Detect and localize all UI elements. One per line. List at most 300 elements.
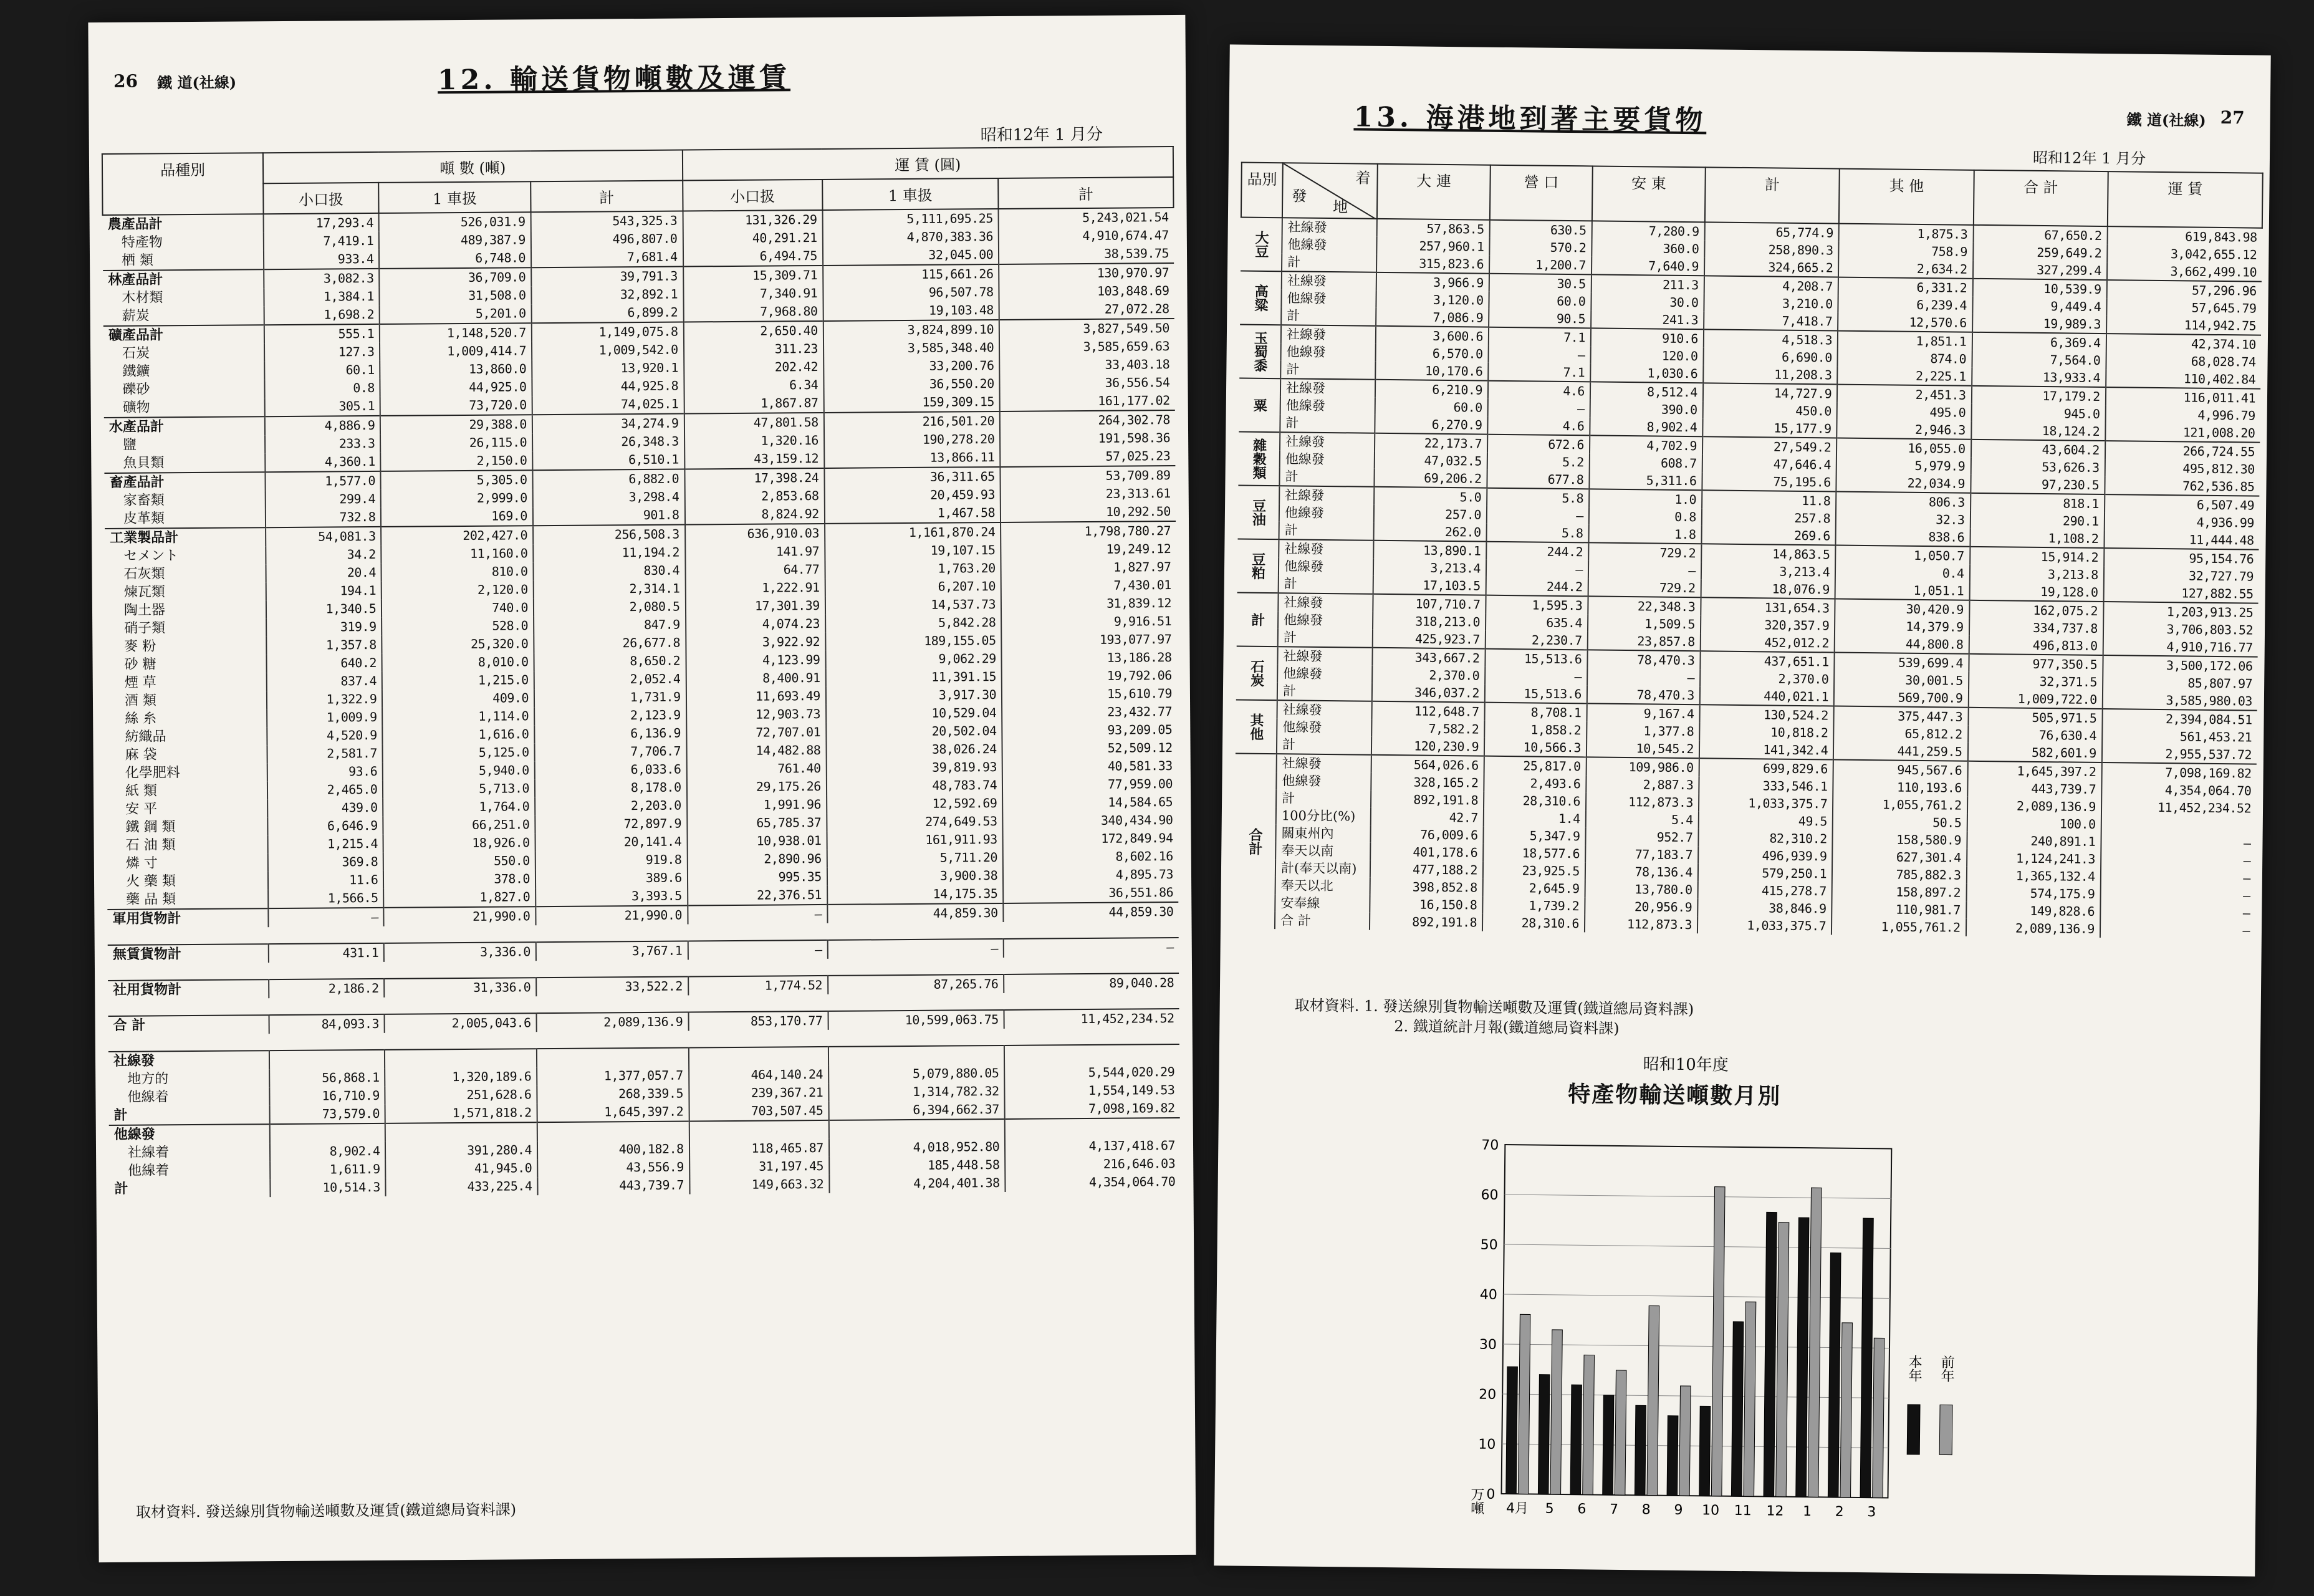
table-cell: — xyxy=(2101,868,2255,887)
row-label: 化學肥料 xyxy=(125,765,180,781)
table-cell: 1,009,542.0 xyxy=(532,341,684,360)
table-cell: 3,213.4 xyxy=(1373,559,1486,577)
table-cell: 29,175.26 xyxy=(686,777,826,797)
table-cell: — xyxy=(1004,938,1179,958)
table-cell: 6,510.1 xyxy=(532,451,684,471)
table-cell: 1.4 xyxy=(1484,809,1586,828)
table-cell: 1,384.1 xyxy=(264,287,380,306)
table-cell: 443,739.7 xyxy=(537,1176,689,1195)
table-cell: 806.3 xyxy=(1836,492,1971,511)
row-label: 魚貝類 xyxy=(123,455,165,471)
table-cell: 528.0 xyxy=(382,617,534,636)
table-cell: 630.5 xyxy=(1490,220,1592,239)
table-cell: 161,911.93 xyxy=(827,830,1003,850)
table-cell: 149,663.32 xyxy=(689,1175,829,1195)
table-cell: 47,801.58 xyxy=(684,413,823,433)
table-cell: 1,554,149.53 xyxy=(1005,1081,1180,1100)
table-cell: 36,311.65 xyxy=(824,467,1001,487)
table-cell: 127.3 xyxy=(264,343,380,362)
row-label: 計 xyxy=(114,1180,128,1197)
row-label: 社線發 xyxy=(1279,486,1374,505)
row-label: 他線發 xyxy=(1287,291,1327,306)
table-cell: 90.5 xyxy=(1489,309,1591,329)
bar-last-year xyxy=(1679,1386,1691,1496)
table-cell: 10,539.9 xyxy=(1972,279,2107,298)
row-label: 他線着 xyxy=(127,1089,169,1105)
table-cell: 26,677.8 xyxy=(534,634,686,653)
row-label: 薪炭 xyxy=(122,308,150,324)
table-cell: 110,193.6 xyxy=(1833,778,1967,797)
table-cell: — xyxy=(828,939,1004,959)
item-header: 品種別 xyxy=(102,153,264,215)
table-12 xyxy=(102,146,1181,1198)
table-cell: 10,529.04 xyxy=(826,704,1002,723)
table-cell: — xyxy=(2101,833,2255,852)
table-cell: 121,008.20 xyxy=(2105,423,2260,443)
table-cell: 830.4 xyxy=(533,562,685,581)
fare-group-header: 運 賃 (圓) xyxy=(682,147,1173,180)
y-axis-label: 万噸 xyxy=(1468,1487,1485,1515)
table-cell: 495,812.30 xyxy=(2105,459,2259,478)
table-cell: 112,873.3 xyxy=(1585,915,1697,933)
row-label: 社用貨物計 xyxy=(113,981,182,998)
table-cell: — xyxy=(1588,560,1701,579)
table-cell: 311.23 xyxy=(684,340,823,359)
row-label: 紙 類 xyxy=(125,783,158,799)
table-cell: 3,042,655.12 xyxy=(2107,244,2262,264)
table-cell: 1,203,913.25 xyxy=(2103,602,2258,622)
col-header: 合 計 xyxy=(1973,170,2108,226)
table-cell: — xyxy=(1487,506,1589,525)
table-cell: 3,213.4 xyxy=(1701,562,1836,580)
table-cell: — xyxy=(688,940,827,960)
table-cell: 47,032.5 xyxy=(1375,451,1487,470)
table-cell: 78,470.3 xyxy=(1587,685,1700,704)
table-cell: 3,585,659.63 xyxy=(999,337,1174,357)
table-cell: 3,298.4 xyxy=(533,488,685,507)
table-cell: 5,111,695.25 xyxy=(822,209,999,229)
table-cell: 194.1 xyxy=(266,582,382,600)
table-cell: 3,662,499.10 xyxy=(2107,262,2262,282)
table-cell: 4,518.3 xyxy=(1704,329,1838,349)
table-cell: 2,314.1 xyxy=(534,580,686,599)
row-label: 麥 粉 xyxy=(124,638,156,655)
table-cell: 244.2 xyxy=(1486,577,1588,597)
table-cell: 23,857.8 xyxy=(1588,632,1701,651)
table-cell: 241.3 xyxy=(1591,310,1704,329)
row-label: 石灰類 xyxy=(123,566,165,582)
table-cell: 22,034.9 xyxy=(1836,474,1971,493)
table-cell: 15,914.2 xyxy=(1970,547,2105,566)
table-cell: 4,018,952.80 xyxy=(829,1138,1006,1157)
table-cell: 340,434.90 xyxy=(1002,811,1178,830)
bar-last-year xyxy=(1873,1338,1884,1497)
bar-this-year xyxy=(1506,1367,1518,1494)
table-cell: 240,891.1 xyxy=(1967,832,2101,850)
row-label: 社線發 xyxy=(1278,593,1373,612)
table-cell: 26,348.3 xyxy=(532,433,684,452)
table-cell: 1,357.8 xyxy=(266,636,382,655)
table-cell: 7,086.9 xyxy=(1376,308,1489,327)
table-cell: 5,940.0 xyxy=(383,761,535,781)
table-cell: 34.2 xyxy=(266,546,382,564)
table-cell: 5,842.28 xyxy=(825,613,1002,633)
table-cell: 5,201.0 xyxy=(380,304,532,324)
x-tick-label: 1 xyxy=(1802,1504,1812,1520)
table-cell: 4,074.23 xyxy=(686,615,825,634)
row-label: 他線發 xyxy=(1282,719,1322,735)
table-cell: 19,128.0 xyxy=(1969,582,2104,602)
table-cell: 818.1 xyxy=(1971,493,2105,512)
table-cell: 15,177.9 xyxy=(1702,418,1837,438)
table-cell: 3,082.3 xyxy=(264,269,380,288)
table-cell: 28,310.6 xyxy=(1484,792,1586,810)
row-label: 地方的 xyxy=(127,1071,169,1087)
table-cell: 14,379.9 xyxy=(1835,617,1969,636)
group-label: 豆油 xyxy=(1238,486,1280,540)
row-label: 計 xyxy=(1284,522,1298,538)
x-tick-label: 5 xyxy=(1545,1501,1554,1517)
table-cell: 6,207.10 xyxy=(825,577,1001,597)
table-12-period: 昭和12年 1 月分 xyxy=(980,125,1103,145)
table-cell: 945.0 xyxy=(1971,404,2106,423)
table-cell: 762,536.85 xyxy=(2105,476,2259,496)
table-cell: 14,584.65 xyxy=(1002,793,1178,812)
col-header: 計 xyxy=(998,177,1173,209)
table-cell: 130,970.97 xyxy=(999,263,1174,283)
bar-last-year xyxy=(1615,1370,1626,1495)
table-cell: 6,136.9 xyxy=(534,724,686,744)
table-cell: 15,513.6 xyxy=(1485,685,1587,704)
table-cell: 12,592.69 xyxy=(827,794,1003,814)
table-cell: 608.7 xyxy=(1590,453,1702,472)
bar-last-year xyxy=(1711,1187,1725,1496)
table-cell xyxy=(1004,1044,1179,1064)
table-cell: 579,250.1 xyxy=(1698,863,1833,882)
table-cell: 27,072.28 xyxy=(999,300,1174,320)
col-header: 1 車扱 xyxy=(822,178,999,210)
table-cell: — xyxy=(1486,560,1588,579)
group-label: 合計 xyxy=(1234,753,1277,929)
table-cell: 13,780.0 xyxy=(1585,880,1697,898)
table-cell: 1,314,782.32 xyxy=(828,1082,1005,1102)
bar-last-year xyxy=(1583,1355,1595,1494)
table-cell: — xyxy=(2100,920,2255,940)
table-cell: 1,377,057.7 xyxy=(537,1066,689,1085)
table-cell: 375,447.3 xyxy=(1834,706,1969,726)
table-cell: 391,280.4 xyxy=(385,1141,537,1160)
row-label: 關東州內 xyxy=(1281,825,1334,842)
table-cell: 257.8 xyxy=(1702,508,1836,527)
row-label: 他線着 xyxy=(128,1163,170,1179)
group-label: 玉蜀黍 xyxy=(1239,325,1281,379)
table-cell: 239,367.21 xyxy=(689,1084,828,1103)
table-cell: 7,706.7 xyxy=(534,743,686,762)
bar-this-year xyxy=(1603,1395,1614,1495)
table-cell: 425,923.7 xyxy=(1373,630,1486,649)
table-cell xyxy=(829,1119,1006,1139)
table-cell: 699,829.6 xyxy=(1699,758,1833,777)
table-cell: 5.4 xyxy=(1586,810,1699,829)
table-cell: 11.6 xyxy=(268,871,384,890)
table-cell: 5.8 xyxy=(1487,524,1589,543)
table-cell: 20,502.04 xyxy=(826,722,1002,741)
table-cell: 9,449.4 xyxy=(1972,297,2107,315)
table-cell: 1,055,761.2 xyxy=(1832,918,1966,936)
table-cell: 43,159.12 xyxy=(684,449,824,469)
table-cell: 66,251.0 xyxy=(383,815,535,835)
table-cell: 2,123.9 xyxy=(534,706,686,726)
bar-last-year xyxy=(1776,1223,1789,1497)
table-cell: 8,400.91 xyxy=(686,669,825,688)
bar-last-year xyxy=(1518,1314,1530,1494)
table-cell: 452,012.2 xyxy=(1701,633,1835,652)
table-cell xyxy=(688,1047,828,1067)
table-cell: 2,465.0 xyxy=(267,781,383,799)
table-cell: 4,208.7 xyxy=(1704,276,1839,295)
col-header: 運 賃 xyxy=(2108,171,2263,228)
table-cell: 440,021.1 xyxy=(1700,686,1835,706)
table-cell: 758.9 xyxy=(1838,242,1973,261)
group-label: 豆粕 xyxy=(1237,539,1279,593)
table-cell: 390.0 xyxy=(1590,400,1702,418)
row-label: 計 xyxy=(1287,308,1300,324)
table-cell: — xyxy=(688,905,827,925)
table-cell: 76,630.4 xyxy=(1968,726,2103,744)
row-label: 100分比(%) xyxy=(1281,808,1356,824)
table-cell: 6,748.0 xyxy=(379,249,531,269)
right-page-number: 27 xyxy=(2220,107,2245,128)
table-cell: 343,667.2 xyxy=(1372,648,1485,667)
table-cell: 41,945.0 xyxy=(386,1159,538,1178)
table-cell: 4,870,383.36 xyxy=(823,228,999,247)
bar-this-year xyxy=(1731,1322,1743,1496)
table-cell: 1,033,375.7 xyxy=(1697,916,1832,935)
table-cell: 110,981.7 xyxy=(1832,900,1966,919)
table-cell: 258,890.3 xyxy=(1704,240,1839,259)
table-cell xyxy=(385,1122,537,1142)
table-cell: 10,170.6 xyxy=(1375,362,1488,381)
row-label: 他線發 xyxy=(1283,666,1323,681)
table-cell: 10,599,063.75 xyxy=(828,1010,1004,1030)
x-tick-label: 6 xyxy=(1577,1501,1587,1517)
row-label: 礦物 xyxy=(122,400,150,416)
table-cell: 729.2 xyxy=(1588,578,1701,597)
table-cell: 810.0 xyxy=(382,562,534,582)
table-cell: 257,960.1 xyxy=(1376,237,1489,256)
table-cell: 60.0 xyxy=(1489,292,1591,310)
table-cell: 9,916.51 xyxy=(1001,612,1176,632)
table-cell: 319.9 xyxy=(266,618,382,637)
table-cell: 1,731.9 xyxy=(534,688,686,708)
row-label: 社線發 xyxy=(1277,700,1372,719)
table-cell: 11,452,234.52 xyxy=(1004,1009,1179,1029)
row-label: 栖 類 xyxy=(121,252,154,269)
table-cell: 4,910,716.77 xyxy=(2103,637,2257,657)
right-running-head: 鐵 道(社線) xyxy=(2126,110,2206,130)
table-cell: 6,570.0 xyxy=(1376,344,1489,363)
table-cell: 8,512.4 xyxy=(1590,382,1703,401)
table-cell: 2,394,084.51 xyxy=(2102,709,2257,729)
row-label: 計 xyxy=(1282,737,1296,752)
table-cell: 21,990.0 xyxy=(384,906,536,926)
table-cell: 6,899.2 xyxy=(532,304,684,324)
table-cell: 619,843.98 xyxy=(2107,226,2262,246)
bar-this-year xyxy=(1764,1212,1777,1496)
table-cell: 450.0 xyxy=(1702,401,1837,420)
table-cell: 0.4 xyxy=(1835,564,1970,582)
row-label: 安奉線 xyxy=(1280,895,1320,911)
table-cell: 20,141.4 xyxy=(535,832,687,852)
table-cell: 65,785.37 xyxy=(687,814,827,833)
table-cell: 39,791.3 xyxy=(531,267,683,287)
table-cell: 14,727.9 xyxy=(1703,383,1838,402)
corner-depart: 發 xyxy=(1292,187,1307,205)
table-cell: 7,430.01 xyxy=(1001,576,1176,595)
bar-this-year xyxy=(1796,1218,1809,1497)
row-label: 合 計 xyxy=(1280,913,1311,928)
table-cell: 23,313.61 xyxy=(1001,484,1176,504)
row-label: 家畜類 xyxy=(123,493,165,509)
table-cell: 838.6 xyxy=(1836,527,1971,547)
bar-this-year xyxy=(1570,1385,1582,1494)
table-cell: 100.0 xyxy=(1967,814,2101,833)
table-cell: 32,892.1 xyxy=(531,286,683,305)
table-cell: 1,616.0 xyxy=(383,725,535,744)
table-cell: 141.97 xyxy=(685,542,825,562)
row-label: 計 xyxy=(1282,683,1297,699)
table-cell: 677.8 xyxy=(1487,470,1589,489)
table-cell: 13,890.1 xyxy=(1373,541,1486,560)
row-label: 林產品計 xyxy=(108,271,163,288)
table-cell: 1,320.16 xyxy=(684,431,824,451)
row-label: 社線着 xyxy=(127,1145,170,1161)
col-header: 小口扱 xyxy=(263,183,379,214)
table-cell: 398,852.8 xyxy=(1370,878,1483,897)
table-cell: 1,867.87 xyxy=(684,394,823,414)
table-cell: 40,291.21 xyxy=(683,229,822,248)
table-cell: 2,999.0 xyxy=(381,489,533,508)
table-cell: 25,320.0 xyxy=(382,635,534,654)
table-cell: 15,610.79 xyxy=(1002,685,1177,704)
table-cell: 1,698.2 xyxy=(264,305,380,325)
table-cell: 65,812.2 xyxy=(1833,724,1968,743)
row-label: 計 xyxy=(1287,254,1301,270)
corner-arrive: 着 xyxy=(1355,169,1371,187)
table-cell: 72,707.01 xyxy=(686,723,826,743)
table-cell: 4,137,418.67 xyxy=(1005,1137,1180,1156)
table-cell: 3,600.6 xyxy=(1376,326,1489,345)
table-cell: 44,859.30 xyxy=(827,903,1004,923)
table-cell: 299.4 xyxy=(266,490,382,509)
table-cell: 635.4 xyxy=(1486,613,1588,632)
bar-last-year xyxy=(1647,1305,1659,1495)
table-cell: 570.2 xyxy=(1489,238,1591,257)
corner-header xyxy=(1282,163,1378,219)
table-cell: 97,230.5 xyxy=(1971,475,2105,494)
table-cell: 141,342.4 xyxy=(1699,740,1834,759)
table-cell: 13,866.11 xyxy=(824,448,1001,468)
group-label: 雜穀類 xyxy=(1238,432,1280,486)
table-cell: 3,827,549.50 xyxy=(999,319,1174,339)
row-label: 木材類 xyxy=(122,290,163,306)
table-cell: 8,178.0 xyxy=(535,779,687,798)
table-cell: 6,494.75 xyxy=(683,247,823,267)
table-cell: 30,420.9 xyxy=(1835,599,1969,618)
col-header: 安 東 xyxy=(1592,166,1706,222)
table-cell: 320,357.9 xyxy=(1701,615,1835,634)
table-cell: 16,055.0 xyxy=(1836,438,1971,458)
table-cell: 44,800.8 xyxy=(1835,635,1969,654)
bar-this-year xyxy=(1667,1416,1678,1496)
table-cell: 4.6 xyxy=(1488,381,1590,400)
table-cell: 114,942.75 xyxy=(2106,315,2261,335)
table-cell: 8,708.1 xyxy=(1485,703,1587,722)
table-cell: 10,938.01 xyxy=(687,832,827,851)
table-cell: 262.0 xyxy=(1374,522,1487,542)
table-cell: 112,873.3 xyxy=(1586,792,1699,811)
bar-this-year xyxy=(1828,1253,1841,1497)
table-cell: 87,265.76 xyxy=(828,974,1004,994)
table-cell: 27,549.2 xyxy=(1702,436,1837,456)
row-label: 計 xyxy=(113,1107,128,1123)
table-cell: 3,500,172.06 xyxy=(2103,655,2257,675)
table-cell: 1,222.91 xyxy=(685,579,825,598)
table-cell: 1,148,520.7 xyxy=(380,323,532,343)
row-label: 他線發 xyxy=(1285,398,1325,413)
table-cell: 130,524.2 xyxy=(1699,704,1834,724)
table-cell: 7,418.7 xyxy=(1704,311,1838,330)
table-cell: 919.8 xyxy=(535,850,688,870)
table-cell: 1,991.96 xyxy=(687,796,827,815)
table-cell: 7,098,169.82 xyxy=(1005,1099,1180,1119)
group-label: 石炭 xyxy=(1236,646,1278,700)
table-cell: 2,186.2 xyxy=(269,979,385,998)
table-cell: 49.5 xyxy=(1699,811,1833,830)
table-cell: 6,690.0 xyxy=(1703,347,1838,366)
table-cell: 1,051.1 xyxy=(1835,581,1970,600)
table-cell: 10,292.50 xyxy=(1001,502,1176,522)
left-running-head: 鐵 道(社線) xyxy=(156,73,237,92)
table-cell: 73,720.0 xyxy=(380,396,532,416)
row-label: 計 xyxy=(1286,362,1300,377)
table-cell: 910.6 xyxy=(1591,328,1704,347)
table-cell: 1,320,189.6 xyxy=(385,1067,537,1087)
table-cell: 18,076.9 xyxy=(1701,579,1835,598)
table-cell: 38,539.75 xyxy=(999,244,1174,264)
table-cell: 2,370.0 xyxy=(1700,669,1835,688)
table-cell: 14,537.73 xyxy=(825,595,1002,615)
table-cell: 550.0 xyxy=(383,852,535,871)
table-cell: 1,595.3 xyxy=(1486,595,1588,615)
table-cell: 952.7 xyxy=(1585,827,1698,846)
table-cell: 315,823.6 xyxy=(1376,254,1489,274)
table-cell: 22,376.51 xyxy=(688,886,827,906)
table-cell: 112,648.7 xyxy=(1371,701,1484,721)
table-cell: 57,863.5 xyxy=(1377,219,1490,238)
table-cell: 1,009,414.7 xyxy=(380,342,532,361)
table-cell: 36,551.86 xyxy=(1003,883,1178,903)
table-cell: 48,783.74 xyxy=(827,776,1003,796)
table-cell: 4,936.99 xyxy=(2105,512,2259,532)
row-label: 石炭 xyxy=(122,345,150,362)
table-13-source-2: 2. 鐵道統計月報(鐵道總局資料課) xyxy=(1394,1017,1620,1037)
table-cell: 761.40 xyxy=(686,759,826,779)
table-cell: 56,868.1 xyxy=(269,1069,385,1087)
table-cell: 11,391.15 xyxy=(825,668,1002,687)
table-cell: 495.0 xyxy=(1837,403,1972,421)
gridline xyxy=(1504,1244,1891,1248)
